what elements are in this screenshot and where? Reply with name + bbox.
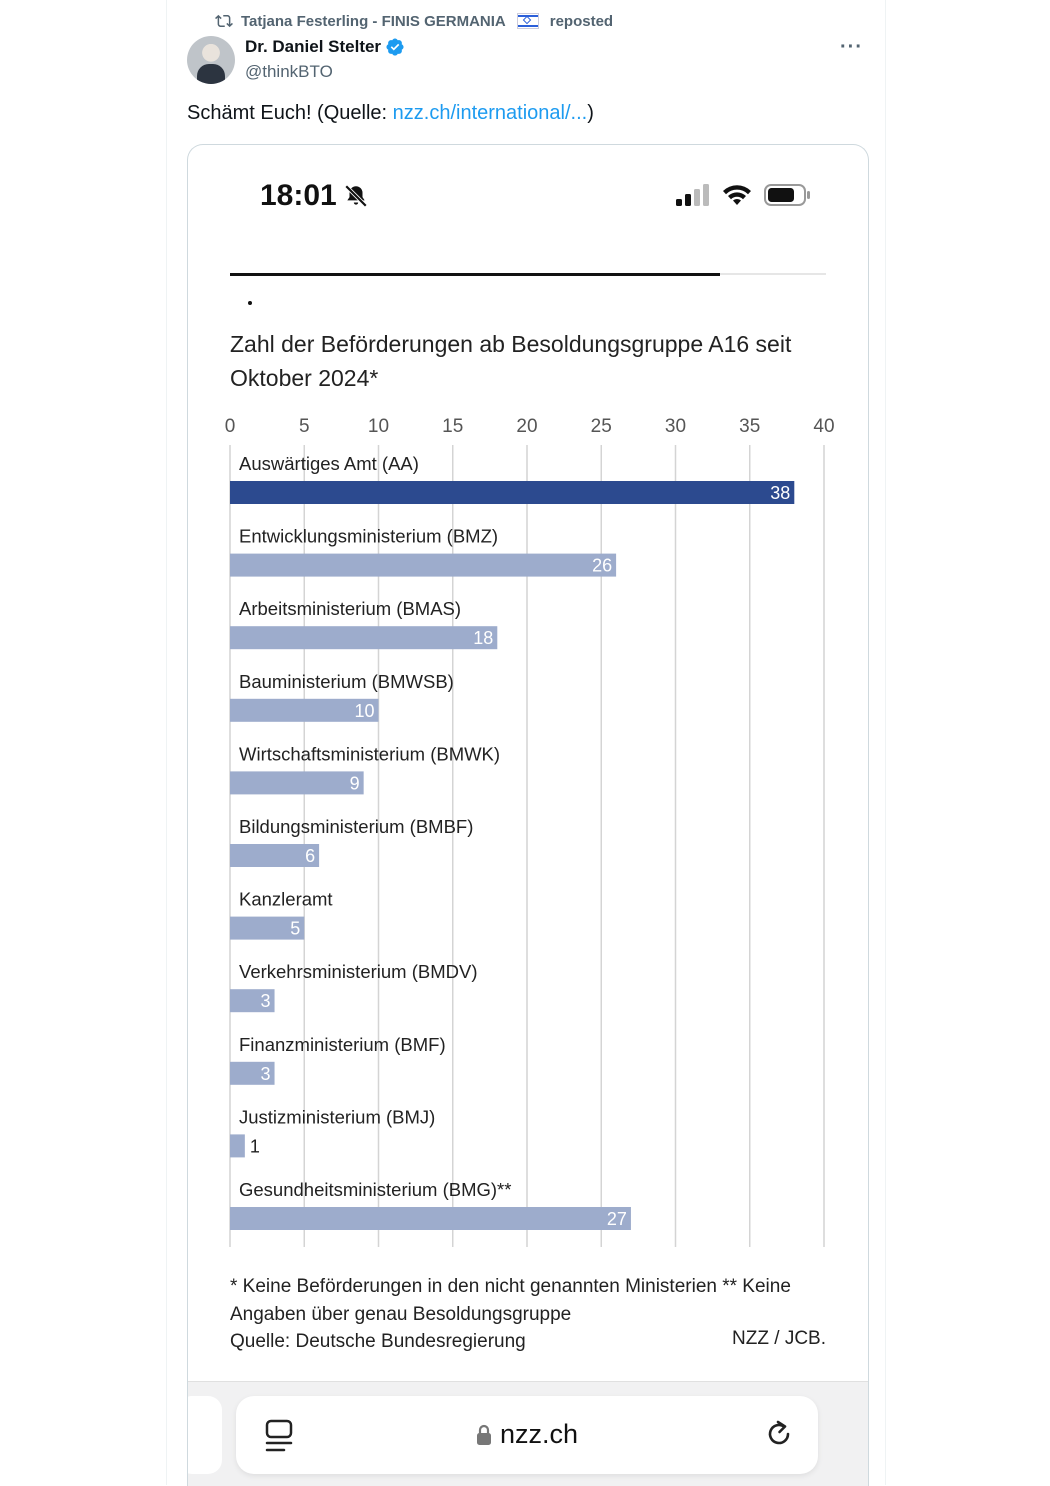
repost-icon: [215, 12, 233, 30]
x-tick-label: 25: [590, 416, 612, 437]
category-label: Finanzministerium (BMF): [239, 1033, 446, 1055]
bar-value-label: 9: [349, 773, 360, 794]
bar-value-label: 3: [260, 991, 271, 1012]
verified-badge-icon: [385, 37, 405, 57]
category-label: Verkehrsministerium (BMDV): [239, 961, 478, 983]
category-label: Arbeitsministerium (BMAS): [239, 598, 462, 620]
category-label: Bauministerium (BMWSB): [239, 670, 454, 692]
bell-muted-icon: [343, 183, 369, 209]
israel-flag-icon: [517, 13, 539, 29]
promotions-bar-chart: [188, 405, 868, 1255]
bar: [230, 481, 794, 504]
reload-icon[interactable]: [762, 1417, 796, 1451]
category-label: Justizministerium (BMJ): [239, 1106, 436, 1128]
clock: 18:01: [260, 179, 337, 212]
bar-value-label: 10: [354, 700, 375, 721]
x-tick-label: 20: [516, 416, 538, 437]
bar-value-label: 26: [592, 555, 613, 576]
x-tick-label: 15: [442, 416, 464, 437]
battery-icon: [764, 183, 812, 207]
previous-tab-card[interactable]: [187, 1396, 222, 1474]
x-tick-label: 30: [664, 416, 687, 437]
bar: [230, 626, 497, 649]
bar-value-label: 18: [473, 628, 494, 649]
wifi-icon: [722, 183, 752, 207]
bar-value-label: 5: [290, 918, 301, 939]
category-label: Entwicklungsministerium (BMZ): [239, 525, 499, 547]
url-text[interactable]: nzz.ch: [499, 1419, 579, 1449]
bar: [230, 1134, 245, 1157]
category-label: Bildungsministerium (BMBF): [239, 816, 474, 837]
bar: [230, 1207, 631, 1230]
author-name-row[interactable]: [245, 37, 405, 57]
bar-value-label: 1: [249, 1136, 260, 1157]
lock-icon: [476, 1424, 492, 1446]
footnote-text: * Keine Beförderungen in den nicht genannten Ministerien ** Keine Angaben über genau Besoldungsgruppe: [230, 1276, 791, 1325]
category-label: Gesundheitsministerium (BMG)**: [239, 1179, 512, 1200]
tweet-body: Schämt Euch! (Quelle:: [187, 102, 393, 124]
category-label: Kanzleramt: [239, 888, 333, 910]
category-label: Wirtschaftsministerium (BMWK): [239, 743, 501, 765]
chart-credit: NZZ / JCB.: [732, 1328, 826, 1349]
status-bar-icons: [676, 183, 812, 207]
reading-progress: [230, 273, 826, 275]
url-display[interactable]: [236, 1419, 818, 1450]
tweet[interactable]: [166, 0, 886, 1485]
reposter-name[interactable]: Tatjana Festerling - FINIS GERMANIA: [241, 12, 506, 30]
chart-title: Zahl der Beförderungen ab Besoldungsgruppe A16 seit Oktober 2024*: [230, 331, 792, 391]
avatar[interactable]: [187, 36, 235, 84]
source-text: Quelle: Deutsche Bundesregierung: [230, 1331, 526, 1352]
bar-value-label: 38: [770, 483, 791, 503]
x-tick-label: 10: [367, 416, 390, 437]
x-tick-label: 5: [298, 416, 310, 437]
more-options-icon[interactable]: ···: [840, 36, 863, 58]
x-tick-label: 35: [739, 416, 761, 437]
cellular-signal-icon: [676, 184, 710, 206]
bar: [230, 771, 364, 794]
bar-value-label: 27: [606, 1209, 627, 1229]
bullet-dot: [248, 301, 252, 305]
status-bar-time: [260, 179, 369, 213]
x-tick-label: 0: [224, 416, 236, 437]
repost-line: [215, 12, 613, 30]
tweet-text: [187, 102, 594, 125]
source-link[interactable]: nzz.ch/international/...: [392, 102, 588, 124]
author-handle[interactable]: @thinkBTO: [245, 62, 333, 81]
attached-screenshot[interactable]: [187, 144, 869, 1486]
bar-value-label: 3: [260, 1063, 271, 1084]
browser-toolbar: [188, 1381, 868, 1486]
bar: [230, 554, 616, 577]
reading-progress-fill: [230, 273, 720, 276]
repost-suffix: reposted: [549, 12, 614, 30]
bar-value-label: 6: [305, 846, 316, 866]
tweet-close-paren: ): [587, 102, 594, 124]
x-tick-label: 40: [813, 416, 835, 437]
category-label: Auswärtiges Amt (AA): [239, 453, 419, 474]
address-bar[interactable]: [236, 1396, 818, 1474]
author-name[interactable]: Dr. Daniel Stelter: [245, 37, 382, 56]
